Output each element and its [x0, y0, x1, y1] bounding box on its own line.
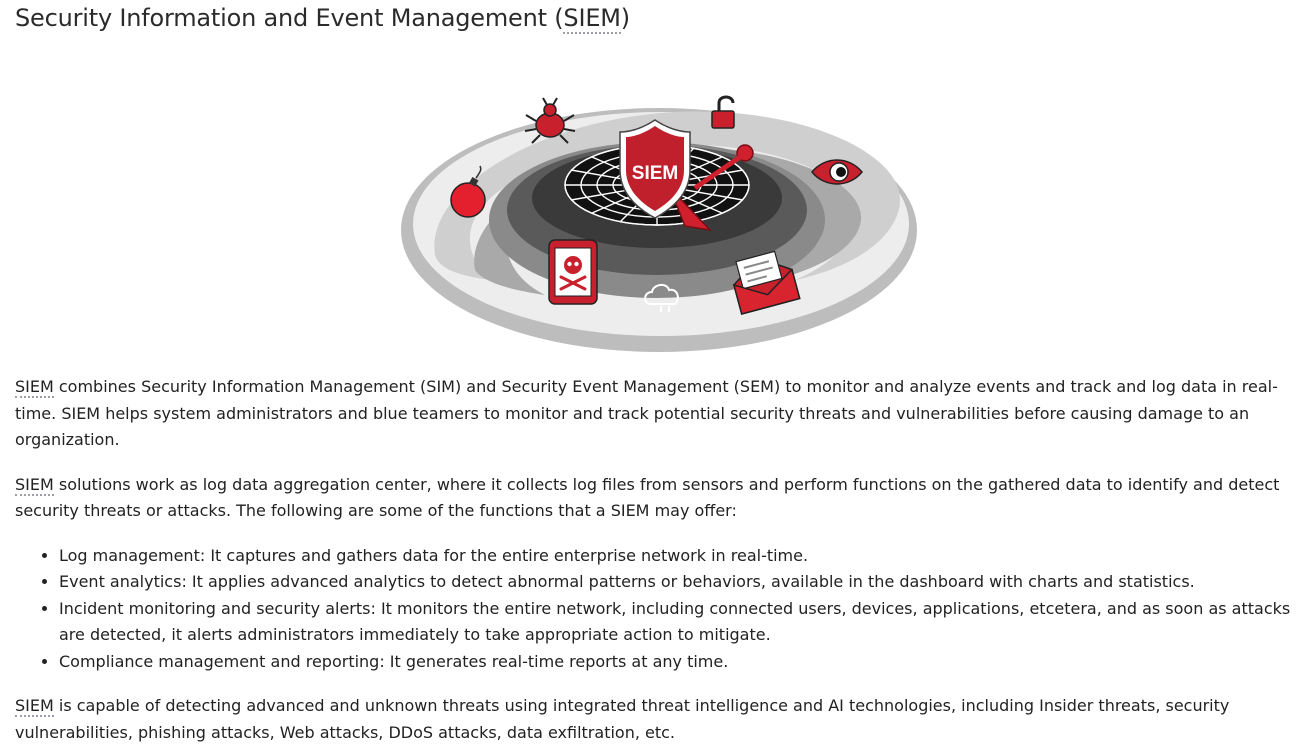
list-item: • Incident monitoring and security alerts: It monitors the entire network, including connected users, devices, applications, etcetera, and as soon as attacks are detected, it alerts administrators immediately to take appropriate action to mitigate.: [59, 596, 1300, 649]
paragraph-threats: [15, 693, 1300, 746]
phone-skull-icon: [549, 240, 597, 304]
siem-abbreviation[interactable]: SIEM: [15, 377, 54, 396]
paragraph-functions-text: solutions work as log data aggregation center, where it collects log files from sensors and perform functions on the gathered data to identify and detect security threats or attacks. The following are some of the functions that a SIEM may offer:: [15, 474, 1280, 520]
siem-abbreviation[interactable]: SIEM: [563, 4, 621, 32]
functions-list: [15, 543, 1300, 676]
paragraph-functions: [15, 472, 1300, 525]
list-item: • Compliance management and reporting: It generates real-time reports at any time.: [59, 649, 1300, 676]
paragraph-intro-text: combines Security Information Management (SIM) and Security Event Management (SEM) to monitor and analyze events and track and log data in real-time. SIEM helps system administrators and blue teamers to monitor and track potential security threats and vulnerabilities before causing damage to an organization.: [15, 377, 1278, 449]
list-item: • Event analytics: It applies advanced analytics to detect abnormal patterns or behaviors, available in the dashboard with charts and statistics.: [59, 569, 1300, 596]
page-title: [15, 4, 630, 32]
siem-illustration: [395, 80, 920, 360]
siem-abbreviation[interactable]: SIEM: [15, 474, 54, 494]
paragraph-threats-text: is capable of detecting advanced and unknown threats using integrated threat intelligence and AI technologies, including Insider threats, security vulnerabilities, phishing attacks, Web attacks, DDoS attacks, data exfiltration, etc.: [15, 696, 1230, 742]
shield-label: SIEM: [631, 163, 679, 184]
padlock-icon: [712, 97, 734, 128]
page-title-suffix: ): [620, 4, 630, 32]
page-title-text: Security Information and Event Management (: [15, 4, 564, 32]
paragraph-intro: [15, 374, 1300, 454]
list-item: • Log management: It captures and gathers data for the entire enterprise network in real-time.: [59, 543, 1300, 570]
article-body: [15, 374, 1300, 754]
siem-abbreviation[interactable]: SIEM: [15, 696, 54, 715]
